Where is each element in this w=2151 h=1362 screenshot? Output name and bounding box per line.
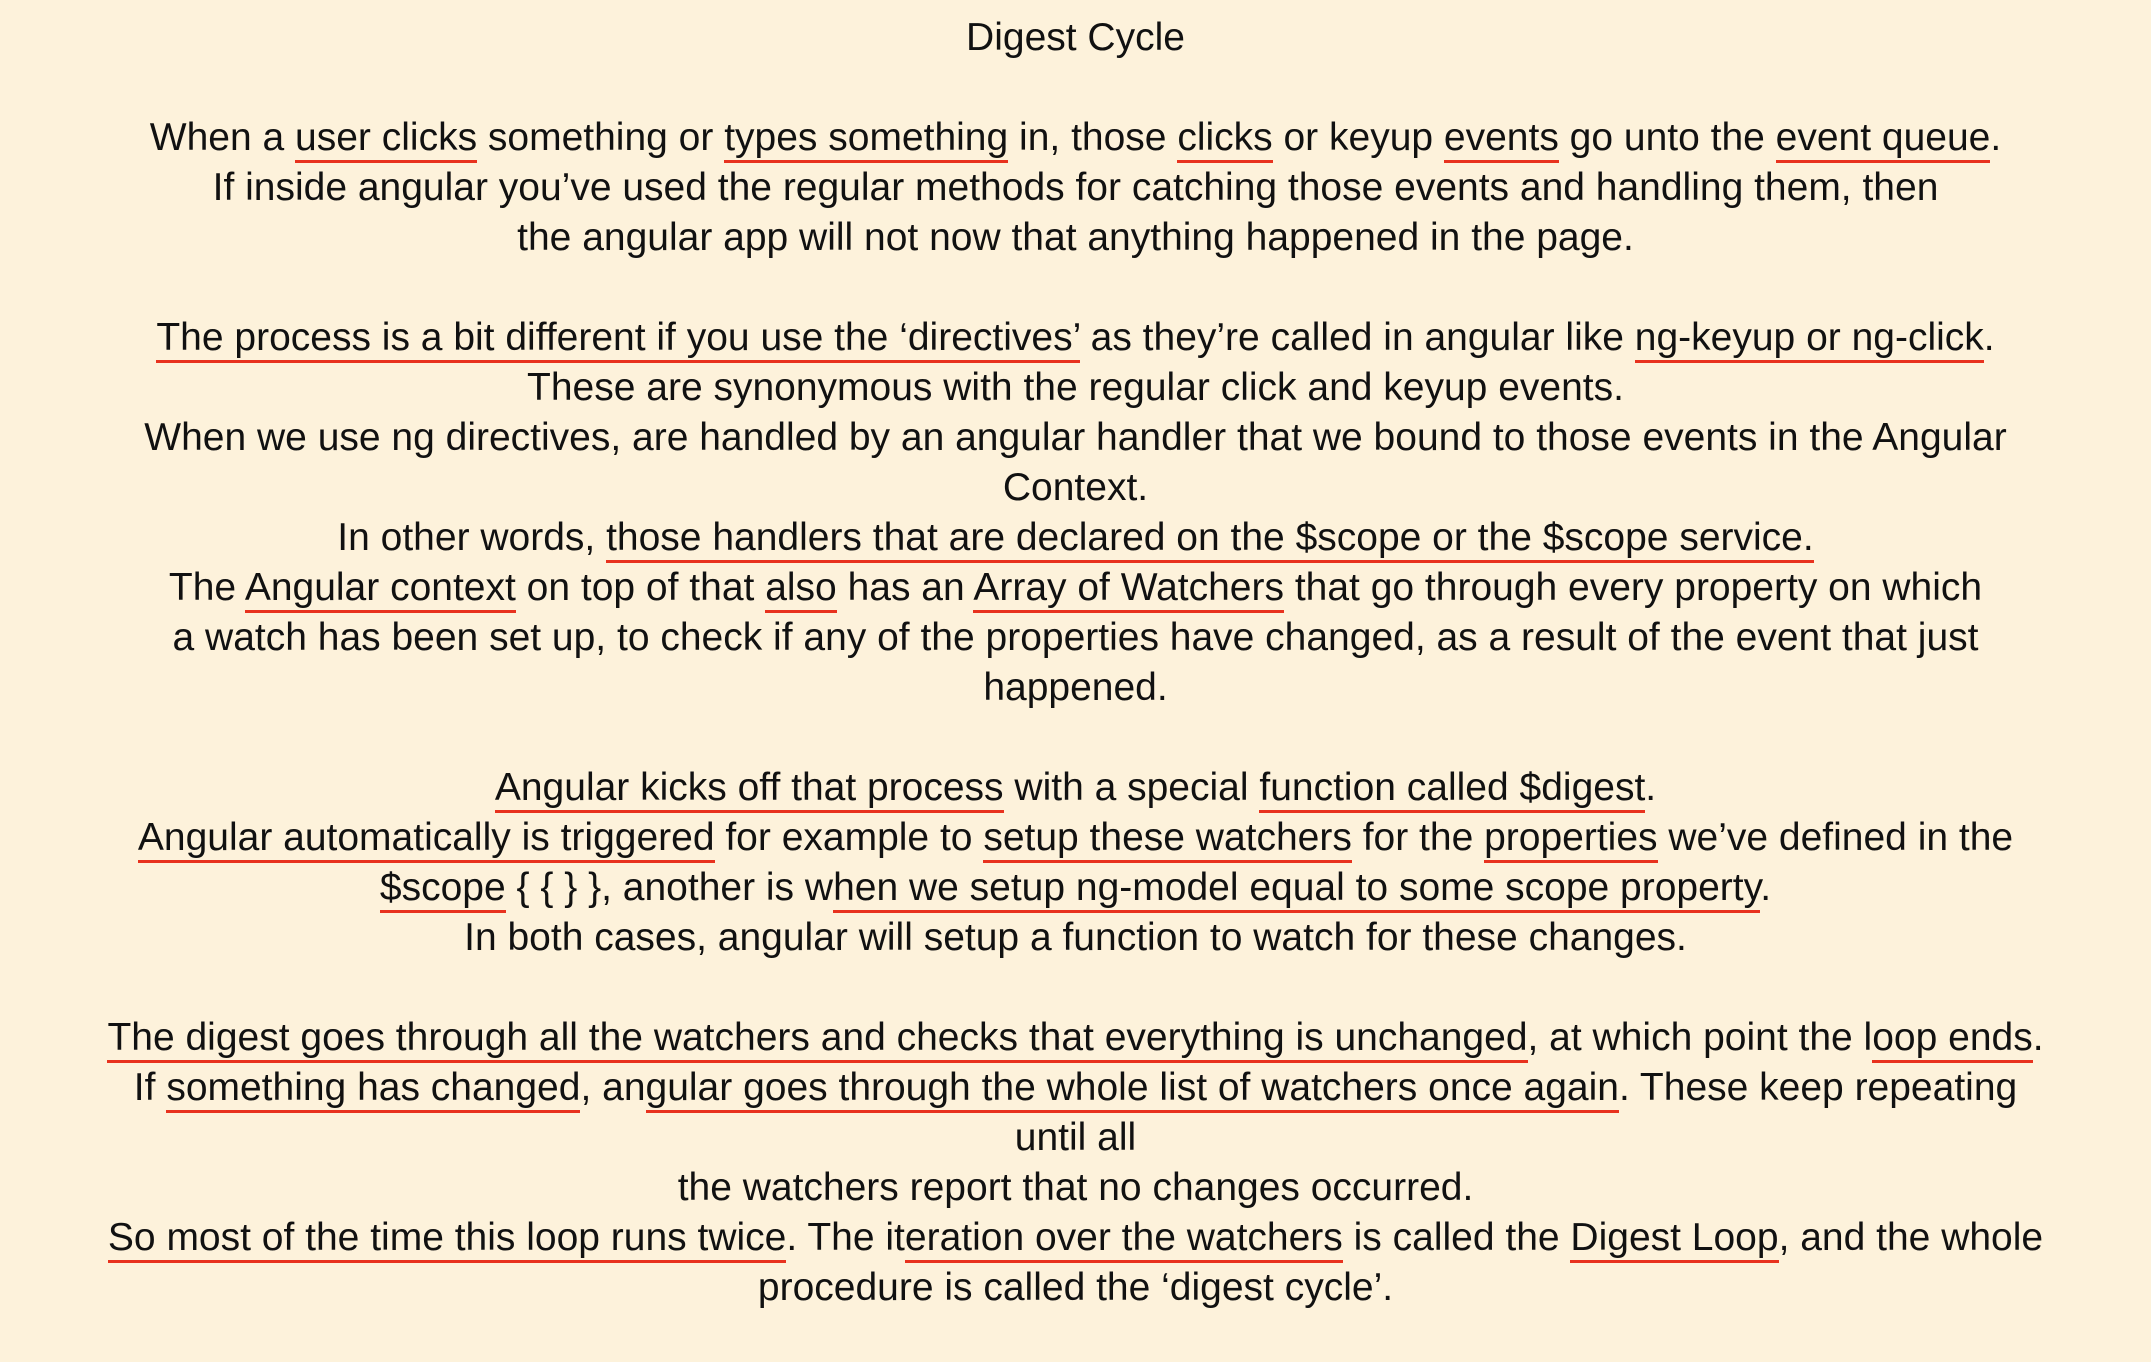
text-segment: in, those [1008,116,1178,159]
text-line [0,513,2151,563]
text-line [0,1113,2151,1163]
underlined-text: Angular automatically is triggered [138,816,715,863]
text-line [0,663,2151,713]
text-line [0,863,2151,913]
text-segment: When we use ng directives, are handled by an angular handler that we bound to those events in the Angular [144,416,2007,459]
text-segment: If [133,1066,167,1109]
text-line [0,1213,2151,1263]
underlined-text: Array of Watchers [973,566,1284,613]
text-line [0,563,2151,613]
text-segment: with a special [1003,766,1260,809]
text-segment: If inside angular you’ve used the regular methods for catching those events and handling them, then [212,166,1939,209]
text-line [0,1263,2151,1313]
text-line [0,1063,2151,1113]
underlined-text: eration over the watchers [905,1216,1343,1263]
text-line [0,413,2151,463]
underlined-text: The digest goes through all the watchers and checks that everything is unchanged [107,1016,1527,1063]
text-segment: , and the whole [1778,1216,2044,1259]
text-segment: the watchers report that no changes occurred. [677,1166,1474,1209]
underlined-text: The process is a bit different if you use the ‘directives’ [156,316,1079,363]
text-segment: has an [836,566,974,609]
underlined-text: hen we setup ng-model equal to some scope property [833,866,1760,913]
text-line [0,1013,2151,1063]
underlined-text: So most of the time this loop runs twice [108,1216,786,1263]
underlined-text: user clicks [295,116,477,163]
text-segment: on top of that [515,566,766,609]
text-segment: we’ve defined in the [1657,816,2014,859]
underlined-text: gular goes through the whole list of watchers once again [646,1066,1619,1113]
text-line [0,763,2151,813]
text-segment: happened. [983,666,1168,709]
text-segment: until all [1014,1116,1137,1159]
text-line [0,463,2151,513]
text-segment: . [1645,766,1657,809]
underlined-text: events [1444,116,1559,163]
underlined-text: event queue [1776,116,1991,163]
text-segment: for the [1351,816,1485,859]
text-segment: something or [477,116,725,159]
page-title: Digest Cycle [966,16,1185,59]
text-segment: The [168,566,245,609]
text-segment: . These keep repeating [1618,1066,2018,1109]
text-segment: go unto the [1558,116,1776,159]
text-segment: . [1990,116,2002,159]
text-segment: a watch has been set up, to check if any of the properties have changed, as a result of the event that just [172,616,1979,659]
text-segment: for example to [714,816,984,859]
text-segment: When a [149,116,296,159]
underlined-text: something has changed [166,1066,580,1113]
text-line [0,113,2151,163]
text-line [0,213,2151,263]
underlined-text: ng-keyup or ng-click [1635,316,1984,363]
text-segment: the angular app will not now that anything happened in the page. [517,216,1634,259]
underlined-text: also [765,566,837,613]
underlined-text: setup these watchers [983,816,1352,863]
underlined-text: those handlers that are declared on the $scope or the $scope service. [606,516,1814,563]
text-segment: that go through every property on which [1284,566,1983,609]
text-segment: , at which point the l [1527,1016,1873,1059]
underlined-text: types something [724,116,1008,163]
text-segment: is called the [1342,1216,1571,1259]
text-line [0,613,2151,663]
underlined-text: Angular kicks off that process [495,766,1004,813]
underlined-text: Angular context [245,566,516,613]
text-segment: or keyup [1272,116,1444,159]
text-segment: In other words, [337,516,607,559]
text-segment: . The it [786,1216,905,1259]
underlined-text: clicks [1177,116,1272,163]
text-line [0,313,2151,363]
text-segment: These are synonymous with the regular click and keyup events. [527,366,1624,409]
text-segment: , an [580,1066,646,1109]
underlined-text: properties [1484,816,1657,863]
underlined-text: oop ends [1872,1016,2032,1063]
text-segment: . [2032,1016,2044,1059]
text-line [0,1163,2151,1213]
underlined-text: Digest Loop [1570,1216,1778,1263]
text-segment: { { } }, another is w [505,866,834,909]
underlined-text: $scope [380,866,506,913]
text-segment: . [1760,866,1772,909]
text-line [0,363,2151,413]
text-segment: In both cases, angular will setup a function to watch for these changes. [464,916,1687,959]
text-segment: Context. [1002,466,1149,509]
text-line [0,813,2151,863]
text-segment: as they’re called in angular like [1079,316,1635,359]
text-segment: procedure is called the ‘digest cycle’. [757,1266,1394,1309]
underlined-text: function called $digest [1259,766,1645,813]
text-line [0,163,2151,213]
text-line [0,913,2151,963]
text-segment: . [1983,316,1995,359]
